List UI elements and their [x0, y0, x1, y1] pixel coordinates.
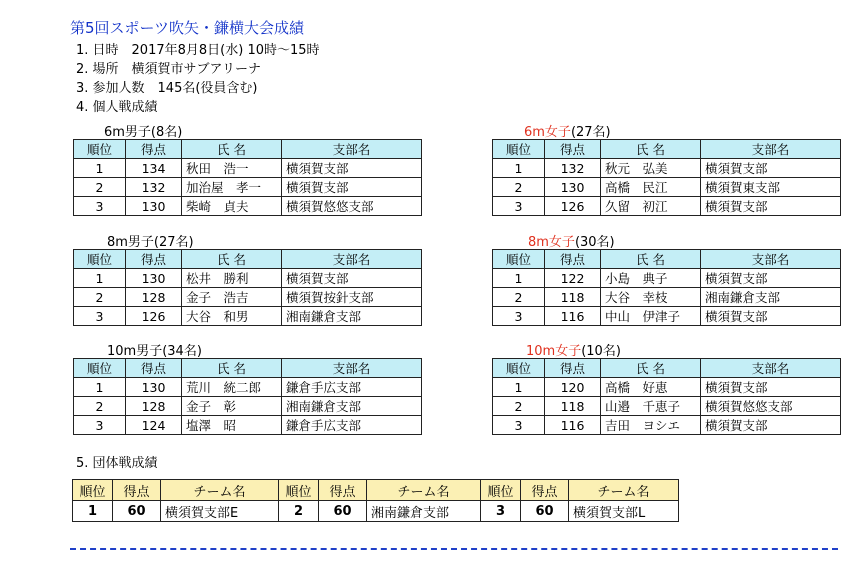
cell-score: 128: [126, 397, 182, 416]
header-name: 氏 名: [182, 250, 282, 269]
group-caption: [524, 121, 611, 140]
table-row: [493, 288, 841, 307]
team-results-table: [72, 479, 679, 522]
table-row: [74, 397, 422, 416]
cell-score: 126: [545, 197, 601, 216]
group-caption-event: 8m女子: [528, 235, 575, 250]
header-name: 氏 名: [601, 250, 701, 269]
cell-score: 128: [126, 288, 182, 307]
header-rank: 順位: [74, 359, 126, 378]
team-heading: 5. 団体戦成績: [76, 456, 158, 471]
cell-team-name: 横須賀支部L: [569, 501, 679, 522]
cell-score: 60: [113, 501, 161, 522]
cell-name: 秋元 弘美: [601, 159, 701, 178]
cell-branch: 横須賀支部: [282, 159, 422, 178]
header-score: 得点: [545, 250, 601, 269]
group-caption: 6m男子(8名): [104, 125, 183, 140]
cell-rank: 2: [493, 397, 545, 416]
cell-branch: 横須賀支部: [701, 159, 841, 178]
cell-score: 116: [545, 307, 601, 326]
cell-score: 132: [126, 178, 182, 197]
cell-branch: 横須賀支部: [701, 269, 841, 288]
group-caption-event: 10m女子: [526, 344, 582, 359]
table-row: [493, 159, 841, 178]
cell-rank: 2: [74, 288, 126, 307]
header-rank: 順位: [493, 359, 545, 378]
cell-name: 山邉 千恵子: [601, 397, 701, 416]
table-row: [74, 416, 422, 435]
group-caption-count: (27名): [570, 125, 611, 140]
header-name: 氏 名: [182, 140, 282, 159]
cell-name: 小島 典子: [601, 269, 701, 288]
header-branch: 支部名: [282, 140, 422, 159]
cell-score: 126: [126, 307, 182, 326]
table-row: [74, 178, 422, 197]
header-branch: 支部名: [701, 250, 841, 269]
table-header-row: [74, 359, 422, 378]
header-team-name: チーム名: [367, 480, 481, 501]
cell-score: 130: [126, 197, 182, 216]
cell-name: 高橋 好恵: [601, 378, 701, 397]
cell-score: 116: [545, 416, 601, 435]
header-score: 得点: [545, 359, 601, 378]
cell-branch: 湘南鎌倉支部: [282, 307, 422, 326]
table-header-row: [73, 480, 679, 501]
header-team-name: チーム名: [569, 480, 679, 501]
header-rank: 順位: [74, 250, 126, 269]
cell-rank: 2: [279, 501, 319, 522]
table-row: [493, 397, 841, 416]
dashed-divider: [70, 548, 838, 550]
cell-team-name: 湘南鎌倉支部: [367, 501, 481, 522]
cell-rank: 2: [74, 397, 126, 416]
header-score: 得点: [521, 480, 569, 501]
table-header-row: [493, 359, 841, 378]
cell-score: 124: [126, 416, 182, 435]
cell-branch: 横須賀支部: [701, 378, 841, 397]
cell-name: 荒川 統二郎: [182, 378, 282, 397]
cell-branch: 横須賀支部: [701, 197, 841, 216]
cell-score: 122: [545, 269, 601, 288]
table-row: [493, 307, 841, 326]
cell-name: 金子 浩吉: [182, 288, 282, 307]
table-row: [73, 501, 679, 522]
cell-rank: 1: [493, 269, 545, 288]
table-header-row: [493, 250, 841, 269]
cell-branch: 鎌倉手広支部: [282, 416, 422, 435]
cell-branch: 横須賀支部: [701, 416, 841, 435]
cell-branch: 湘南鎌倉支部: [282, 397, 422, 416]
group-caption: [526, 340, 621, 359]
cell-name: 松井 勝利: [182, 269, 282, 288]
cell-name: 金子 彰: [182, 397, 282, 416]
cell-rank: 2: [493, 178, 545, 197]
cell-rank: 3: [74, 307, 126, 326]
page-title: 第5回スポーツ吹矢・鎌横大会成績: [70, 19, 304, 37]
cell-name: 塩澤 昭: [182, 416, 282, 435]
header-rank: 順位: [481, 480, 521, 501]
cell-team-name: 横須賀支部E: [161, 501, 279, 522]
cell-branch: 横須賀悠悠支部: [701, 397, 841, 416]
info-participants: 3. 参加人数 145名(役員含む): [76, 81, 258, 96]
table-row: [493, 197, 841, 216]
table-row: [493, 416, 841, 435]
table-row: [74, 269, 422, 288]
cell-score: 120: [545, 378, 601, 397]
cell-name: 吉田 ヨシエ: [601, 416, 701, 435]
cell-rank: 1: [74, 159, 126, 178]
cell-branch: 横須賀支部: [701, 307, 841, 326]
cell-score: 60: [521, 501, 569, 522]
header-branch: 支部名: [701, 359, 841, 378]
header-score: 得点: [126, 140, 182, 159]
results-table: [73, 358, 422, 435]
cell-branch: 横須賀支部: [282, 178, 422, 197]
table-row: [74, 159, 422, 178]
group-caption: 10m男子(34名): [107, 344, 202, 359]
header-branch: 支部名: [701, 140, 841, 159]
cell-name: 大谷 幸枝: [601, 288, 701, 307]
cell-name: 柴崎 貞夫: [182, 197, 282, 216]
header-score: 得点: [126, 359, 182, 378]
table-row: [493, 269, 841, 288]
cell-branch: 横須賀悠悠支部: [282, 197, 422, 216]
info-individual-heading: 4. 個人戦成績: [76, 100, 158, 115]
cell-rank: 1: [493, 378, 545, 397]
header-name: 氏 名: [601, 140, 701, 159]
group-caption-event: 6m女子: [524, 125, 571, 140]
table-header-row: [74, 250, 422, 269]
cell-name: 加治屋 孝一: [182, 178, 282, 197]
results-table: [73, 249, 422, 326]
table-row: [493, 178, 841, 197]
cell-branch: 横須賀支部: [282, 269, 422, 288]
header-name: 氏 名: [601, 359, 701, 378]
info-date: 1. 日時 2017年8月8日(水) 10時～15時: [76, 43, 320, 58]
header-branch: 支部名: [282, 359, 422, 378]
results-table: [73, 139, 422, 216]
header-rank: 順位: [279, 480, 319, 501]
header-rank: 順位: [493, 140, 545, 159]
cell-score: 130: [126, 269, 182, 288]
cell-rank: 2: [493, 288, 545, 307]
table-row: [74, 197, 422, 216]
cell-rank: 1: [493, 159, 545, 178]
cell-score: 118: [545, 397, 601, 416]
cell-score: 60: [319, 501, 367, 522]
header-branch: 支部名: [282, 250, 422, 269]
cell-branch: 鎌倉手広支部: [282, 378, 422, 397]
table-row: [74, 378, 422, 397]
cell-name: 高橋 民江: [601, 178, 701, 197]
cell-score: 118: [545, 288, 601, 307]
cell-score: 134: [126, 159, 182, 178]
cell-branch: 横須賀按針支部: [282, 288, 422, 307]
cell-rank: 3: [74, 416, 126, 435]
results-table: [492, 139, 841, 216]
cell-score: 130: [545, 178, 601, 197]
cell-rank: 3: [493, 307, 545, 326]
header-score: 得点: [319, 480, 367, 501]
header-score: 得点: [126, 250, 182, 269]
cell-rank: 2: [74, 178, 126, 197]
cell-rank: 3: [74, 197, 126, 216]
table-row: [74, 307, 422, 326]
header-rank: 順位: [74, 140, 126, 159]
results-table: [492, 249, 841, 326]
header-rank: 順位: [73, 480, 113, 501]
cell-rank: 3: [481, 501, 521, 522]
cell-rank: 1: [74, 378, 126, 397]
table-row: [493, 378, 841, 397]
group-caption: [528, 231, 615, 250]
cell-score: 132: [545, 159, 601, 178]
header-rank: 順位: [493, 250, 545, 269]
header-team-name: チーム名: [161, 480, 279, 501]
table-header-row: [493, 140, 841, 159]
cell-rank: 1: [74, 269, 126, 288]
cell-branch: 湘南鎌倉支部: [701, 288, 841, 307]
header-score: 得点: [545, 140, 601, 159]
cell-name: 中山 伊津子: [601, 307, 701, 326]
table-row: [74, 288, 422, 307]
info-place: 2. 場所 横須賀市サブアリーナ: [76, 62, 262, 77]
group-caption: 8m男子(27名): [107, 235, 194, 250]
header-score: 得点: [113, 480, 161, 501]
cell-rank: 3: [493, 197, 545, 216]
table-header-row: [74, 140, 422, 159]
cell-branch: 横須賀東支部: [701, 178, 841, 197]
header-name: 氏 名: [182, 359, 282, 378]
group-caption-count: (30名): [574, 235, 615, 250]
cell-rank: 1: [73, 501, 113, 522]
cell-score: 130: [126, 378, 182, 397]
cell-rank: 3: [493, 416, 545, 435]
group-caption-count: (10名): [581, 344, 621, 359]
cell-name: 大谷 和男: [182, 307, 282, 326]
results-table: [492, 358, 841, 435]
cell-name: 秋田 浩一: [182, 159, 282, 178]
cell-name: 久留 初江: [601, 197, 701, 216]
